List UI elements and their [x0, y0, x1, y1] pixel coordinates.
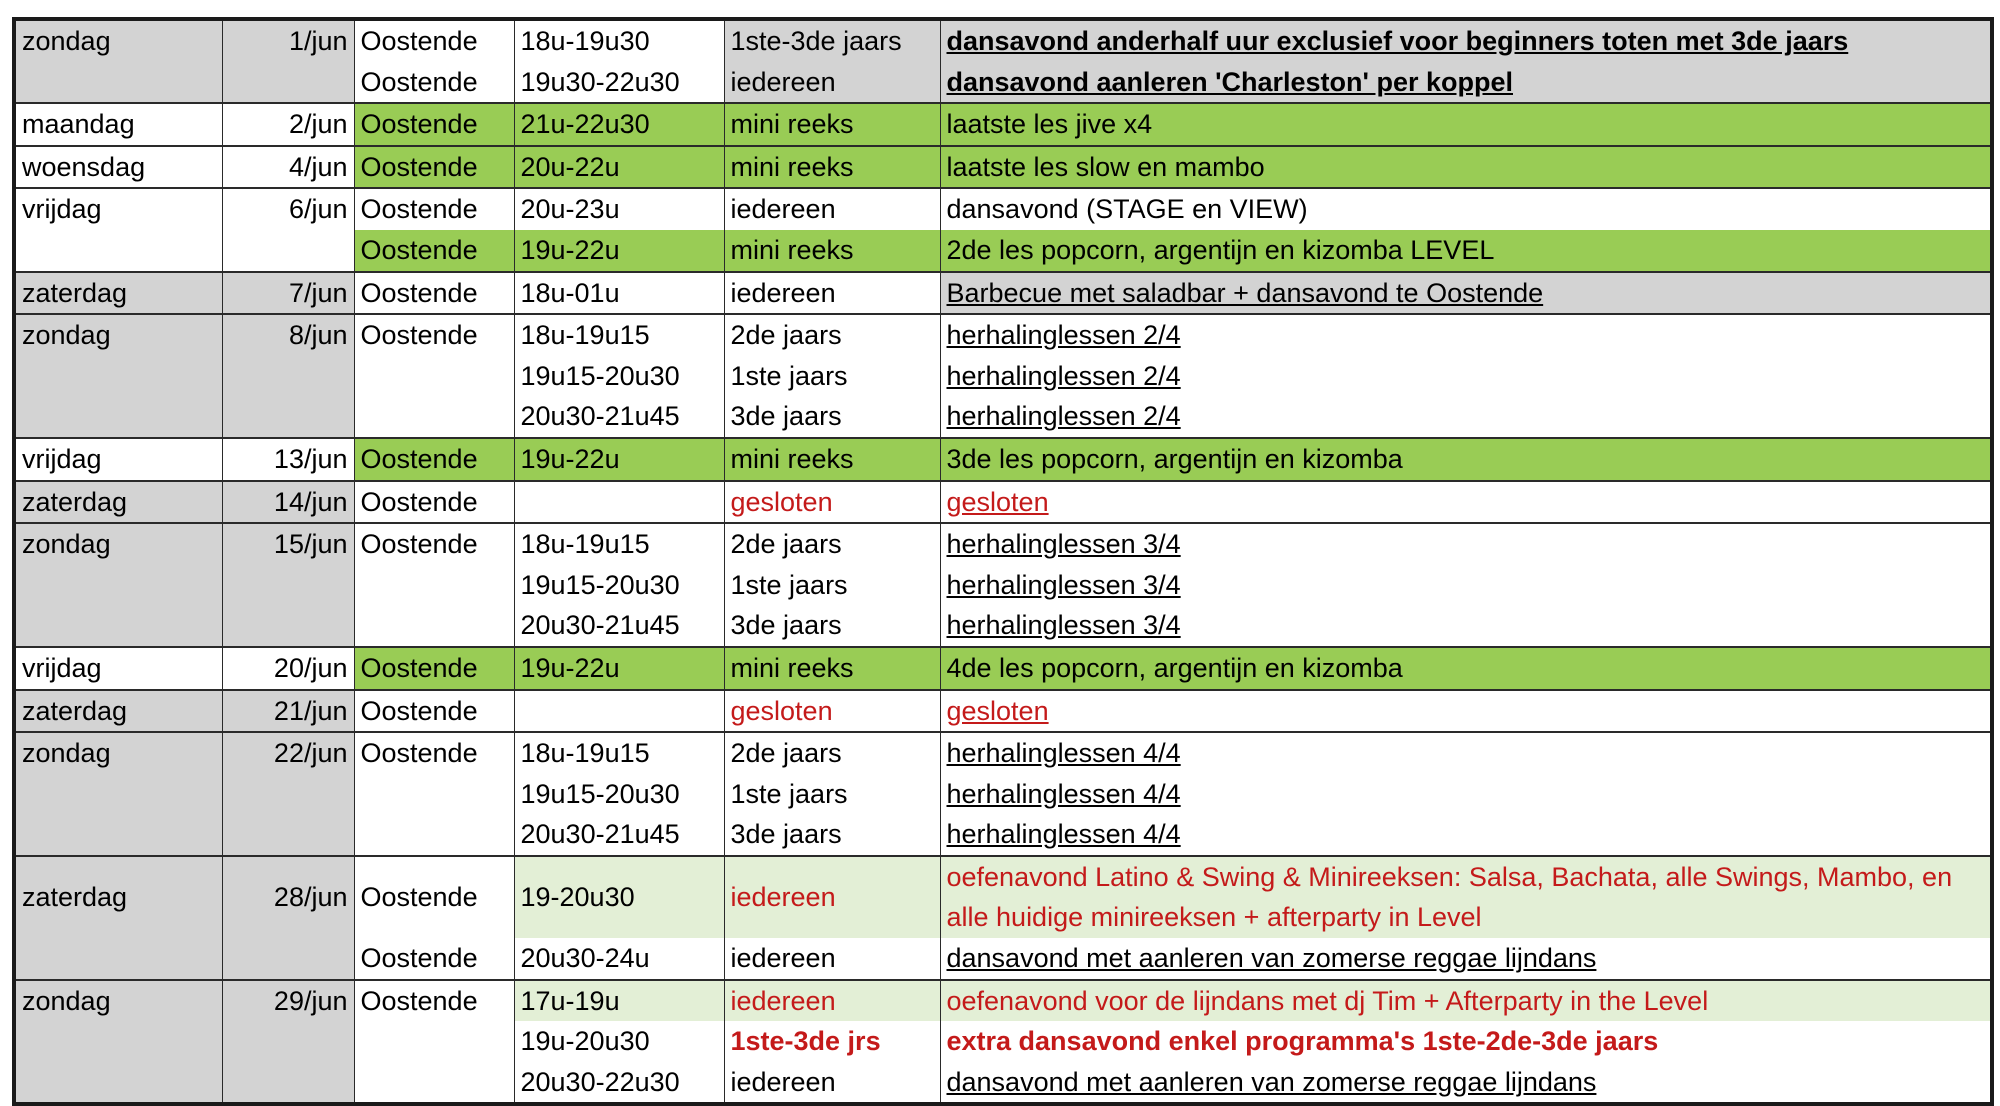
date-cell: 21/jun [222, 690, 354, 733]
time-cell: 19u15-20u30 [514, 356, 724, 397]
group-cell: 3de jaars [724, 605, 940, 647]
place-cell: Oostende [354, 481, 514, 524]
description-cell: gesloten [940, 481, 1992, 524]
place-cell: Oostende [354, 146, 514, 189]
group-cell: gesloten [724, 481, 940, 524]
time-cell: 20u30-24u [514, 938, 724, 980]
table-row [14, 856, 1992, 938]
time-cell: 19u-22u [514, 230, 724, 272]
description-cell: 3de les popcorn, argentijn en kizomba [940, 438, 1992, 481]
group-cell: iedereen [724, 1062, 940, 1105]
time-cell: 20u30-21u45 [514, 814, 724, 856]
group-cell: mini reeks [724, 438, 940, 481]
day-cell: maandag [14, 103, 222, 146]
table-row [14, 272, 1992, 315]
date-cell: 4/jun [222, 146, 354, 189]
table-row [14, 732, 1992, 774]
group-cell: gesloten [724, 690, 940, 733]
description-cell: dansavond aanleren 'Charleston' per koppel [940, 62, 1992, 104]
description-cell: herhalinglessen 2/4 [940, 314, 1992, 356]
description-cell: 4de les popcorn, argentijn en kizomba [940, 647, 1992, 690]
description-cell: herhalinglessen 4/4 [940, 814, 1992, 856]
day-cell: vrijdag [14, 647, 222, 690]
group-cell: iedereen [724, 856, 940, 938]
place-cell: Oostende [354, 188, 514, 230]
group-cell: 1ste jaars [724, 565, 940, 606]
description-cell: herhalinglessen 3/4 [940, 565, 1992, 606]
time-cell: 20u30-21u45 [514, 605, 724, 647]
place-cell: Oostende [354, 647, 514, 690]
date-cell: 15/jun [222, 523, 354, 647]
table-row [14, 146, 1992, 189]
time-cell: 17u-19u [514, 980, 724, 1022]
table-row [14, 314, 1992, 356]
table-row [14, 103, 1992, 146]
day-cell: zondag [14, 980, 222, 1105]
description-cell: herhalinglessen 3/4 [940, 523, 1992, 565]
time-cell: 19-20u30 [514, 856, 724, 938]
description-cell: 2de les popcorn, argentijn en kizomba LEVEL [940, 230, 1992, 272]
group-cell: iedereen [724, 980, 940, 1022]
time-cell: 18u-19u15 [514, 314, 724, 356]
date-cell: 14/jun [222, 481, 354, 524]
place-cell: Oostende [354, 856, 514, 938]
date-cell: 2/jun [222, 103, 354, 146]
description-cell: dansavond met aanleren van zomerse reggae lijndans [940, 1062, 1992, 1105]
schedule-container [12, 17, 1990, 1106]
date-cell: 7/jun [222, 272, 354, 315]
group-cell: iedereen [724, 938, 940, 980]
date-cell: 29/jun [222, 980, 354, 1105]
time-cell: 19u15-20u30 [514, 565, 724, 606]
date-cell: 1/jun [222, 19, 354, 103]
description-cell: Barbecue met saladbar + dansavond te Oostende [940, 272, 1992, 315]
day-cell: zaterdag [14, 481, 222, 524]
table-row [14, 438, 1992, 481]
place-cell: Oostende [354, 19, 514, 62]
place-cell: Oostende [354, 523, 514, 647]
group-cell: 3de jaars [724, 396, 940, 438]
day-cell: zondag [14, 523, 222, 647]
table-row [14, 19, 1992, 62]
group-cell: 2de jaars [724, 732, 940, 774]
description-cell: gesloten [940, 690, 1992, 733]
description-cell: dansavond met aanleren van zomerse reggae lijndans [940, 938, 1992, 980]
place-cell: Oostende [354, 980, 514, 1105]
place-cell: Oostende [354, 732, 514, 856]
date-cell: 20/jun [222, 647, 354, 690]
day-cell: zaterdag [14, 856, 222, 980]
day-cell: zaterdag [14, 690, 222, 733]
day-cell: vrijdag [14, 438, 222, 481]
description-cell: extra dansavond enkel programma's 1ste-2de-3de jaars [940, 1021, 1992, 1062]
place-cell: Oostende [354, 690, 514, 733]
table-row [14, 481, 1992, 524]
time-cell: 18u-19u30 [514, 19, 724, 62]
place-cell: Oostende [354, 938, 514, 980]
description-cell: herhalinglessen 4/4 [940, 774, 1992, 815]
day-cell: zondag [14, 19, 222, 103]
description-cell: oefenavond voor de lijndans met dj Tim + Afterparty in the Level [940, 980, 1992, 1022]
group-cell: mini reeks [724, 146, 940, 189]
day-cell: vrijdag [14, 188, 222, 271]
group-cell: 1ste-3de jaars [724, 19, 940, 62]
description-cell: laatste les slow en mambo [940, 146, 1992, 189]
time-cell [514, 690, 724, 733]
time-cell: 19u-22u [514, 647, 724, 690]
time-cell [514, 481, 724, 524]
description-cell: laatste les jive x4 [940, 103, 1992, 146]
date-cell: 8/jun [222, 314, 354, 438]
time-cell: 19u-22u [514, 438, 724, 481]
description-cell: herhalinglessen 2/4 [940, 396, 1992, 438]
date-cell: 6/jun [222, 188, 354, 271]
group-cell: 1ste jaars [724, 356, 940, 397]
place-cell: Oostende [354, 103, 514, 146]
time-cell: 18u-19u15 [514, 523, 724, 565]
date-cell: 28/jun [222, 856, 354, 980]
description-cell: herhalinglessen 3/4 [940, 605, 1992, 647]
time-cell: 18u-01u [514, 272, 724, 315]
time-cell: 20u30-22u30 [514, 1062, 724, 1105]
group-cell: 1ste-3de jrs [724, 1021, 940, 1062]
place-cell: Oostende [354, 272, 514, 315]
place-cell: Oostende [354, 314, 514, 438]
table-row [14, 188, 1992, 230]
place-cell: Oostende [354, 62, 514, 104]
place-cell: Oostende [354, 230, 514, 272]
group-cell: mini reeks [724, 647, 940, 690]
group-cell: iedereen [724, 62, 940, 104]
time-cell: 20u-23u [514, 188, 724, 230]
place-cell: Oostende [354, 438, 514, 481]
description-cell: dansavond anderhalf uur exclusief voor beginners toten met 3de jaars [940, 19, 1992, 62]
time-cell: 19u15-20u30 [514, 774, 724, 815]
table-row [14, 690, 1992, 733]
time-cell: 20u-22u [514, 146, 724, 189]
table-row [14, 647, 1992, 690]
description-cell: oefenavond Latino & Swing & Minireeksen: Salsa, Bachata, alle Swings, Mambo, en alle huidige minireeksen + afterparty in Level [940, 856, 1992, 938]
schedule-table [12, 17, 1994, 1106]
time-cell: 18u-19u15 [514, 732, 724, 774]
group-cell: mini reeks [724, 230, 940, 272]
description-cell: herhalinglessen 2/4 [940, 356, 1992, 397]
day-cell: zondag [14, 732, 222, 856]
time-cell: 19u-20u30 [514, 1021, 724, 1062]
description-cell: herhalinglessen 4/4 [940, 732, 1992, 774]
group-cell: 2de jaars [724, 314, 940, 356]
time-cell: 20u30-21u45 [514, 396, 724, 438]
table-row [14, 980, 1992, 1022]
description-cell: dansavond (STAGE en VIEW) [940, 188, 1992, 230]
group-cell: mini reeks [724, 103, 940, 146]
day-cell: zaterdag [14, 272, 222, 315]
day-cell: zondag [14, 314, 222, 438]
group-cell: iedereen [724, 272, 940, 315]
group-cell: 2de jaars [724, 523, 940, 565]
table-row [14, 523, 1992, 565]
time-cell: 19u30-22u30 [514, 62, 724, 104]
group-cell: 1ste jaars [724, 774, 940, 815]
group-cell: 3de jaars [724, 814, 940, 856]
group-cell: iedereen [724, 188, 940, 230]
time-cell: 21u-22u30 [514, 103, 724, 146]
day-cell: woensdag [14, 146, 222, 189]
date-cell: 13/jun [222, 438, 354, 481]
date-cell: 22/jun [222, 732, 354, 856]
